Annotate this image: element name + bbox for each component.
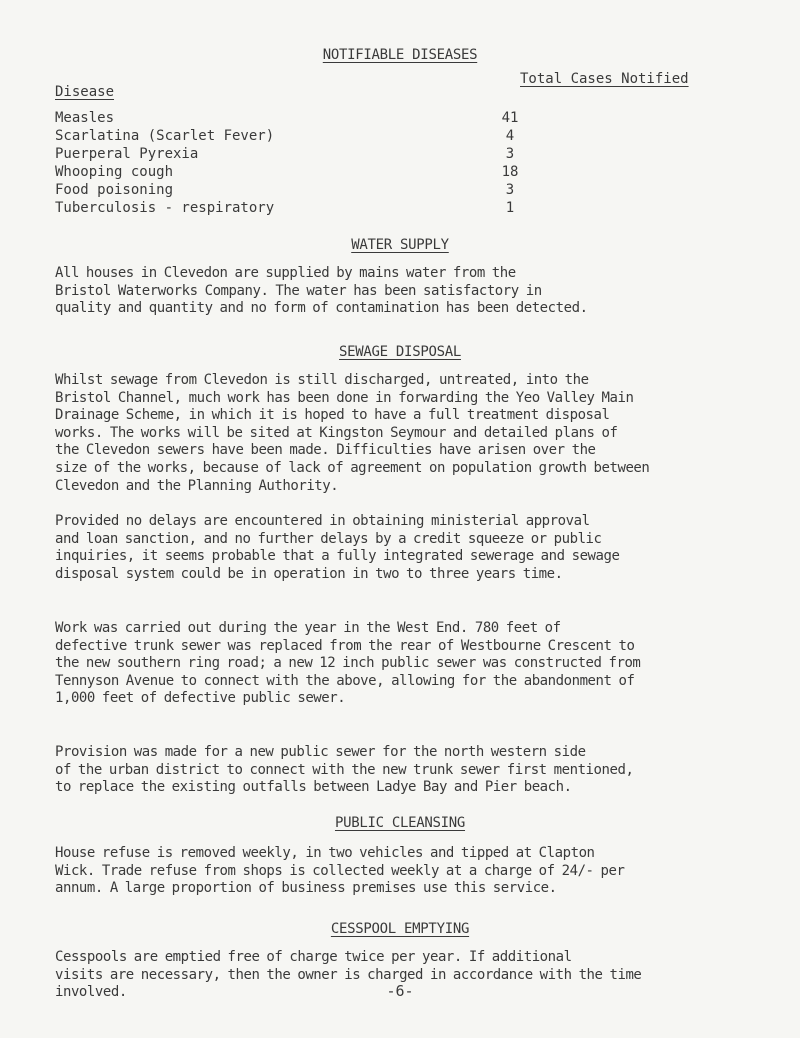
disease-count: 41 (501, 110, 519, 126)
disease-count: 18 (501, 164, 519, 180)
water-supply-paragraph: All houses in Clevedon are supplied by mains water from the Bristol Waterworks Company. The water has been satisfactory in quality and quantity and no form of contamination has been detected. (55, 265, 588, 317)
disease-row (55, 128, 755, 146)
disease-name: Puerperal Pyrexia (55, 146, 199, 162)
disease-row (55, 146, 755, 164)
cesspool-paragraph: Cesspools are emptied free of charge twice per year. If additional visits are necessary, then the owner is charged in accordance with the time involved. (55, 949, 642, 1001)
public-cleansing-paragraph: House refuse is removed weekly, in two vehicles and tipped at Clapton Wick. Trade refuse from shops is collected weekly at a charge of 24/- per annum. A large proportion of business premises use this service. (55, 845, 625, 897)
page-number: -6- (386, 982, 414, 1000)
cesspool-emptying-heading: CESSPOOL EMPTYING (330, 921, 470, 937)
disease-name: Food poisoning (55, 182, 174, 198)
disease-name: Whooping cough (55, 164, 174, 180)
disease-row (55, 110, 755, 128)
disease-column-header: Disease (55, 84, 115, 100)
public-cleansing-heading: PUBLIC CLEANSING (334, 815, 466, 831)
disease-count: 1 (505, 200, 515, 216)
sewage-paragraph-1: Whilst sewage from Clevedon is still discharged, untreated, into the Bristol Channel, much work has been done in forwarding the Yeo Valley Main Drainage Scheme, in which it is hoped to have a full treatment disposal works. The works will be sited at Kingston Seymour and detailed plans of the Clevedon sewers have been made. Difficulties have arisen over the size of the works, because of lack of agreement on population growth between Clevedon and the Planning Authority. (55, 372, 650, 494)
disease-count: 3 (505, 146, 515, 162)
disease-name: Tuberculosis - respiratory (55, 200, 275, 216)
disease-count: 4 (505, 128, 515, 144)
water-supply-heading: WATER SUPPLY (351, 237, 449, 253)
disease-count: 3 (505, 182, 515, 198)
disease-row (55, 164, 755, 182)
disease-name: Scarlatina (Scarlet Fever) (55, 128, 275, 144)
disease-row (55, 182, 755, 200)
total-cases-column-header: Total Cases Notified (520, 71, 689, 87)
disease-row (55, 200, 755, 218)
sewage-paragraph-3: Work was carried out during the year in the West End. 780 feet of defective trunk sewer was replaced from the rear of Westbourne Crescent to the new southern ring road; a new 12 inch public sewer was constructed from Tennyson Avenue to connect with the above, allowing for the abandonment of 1,000 feet of defective public sewer. (55, 620, 641, 707)
sewage-paragraph-4: Provision was made for a new public sewer for the north western side of the urban district to connect with the new trunk sewer first mentioned, to replace the existing outfalls between Ladye Bay and Pier beach. (55, 744, 634, 796)
disease-name: Measles (55, 110, 115, 126)
sewage-paragraph-2: Provided no delays are encountered in obtaining ministerial approval and loan sanction, and no further delays by a credit squeeze or public inquiries, it seems probable that a fully integrated sewerage and sewage disposal system could be in operation in two to three years time. (55, 513, 620, 582)
notifiable-diseases-heading: NOTIFIABLE DISEASES (322, 47, 478, 63)
sewage-disposal-heading: SEWAGE DISPOSAL (339, 344, 461, 360)
